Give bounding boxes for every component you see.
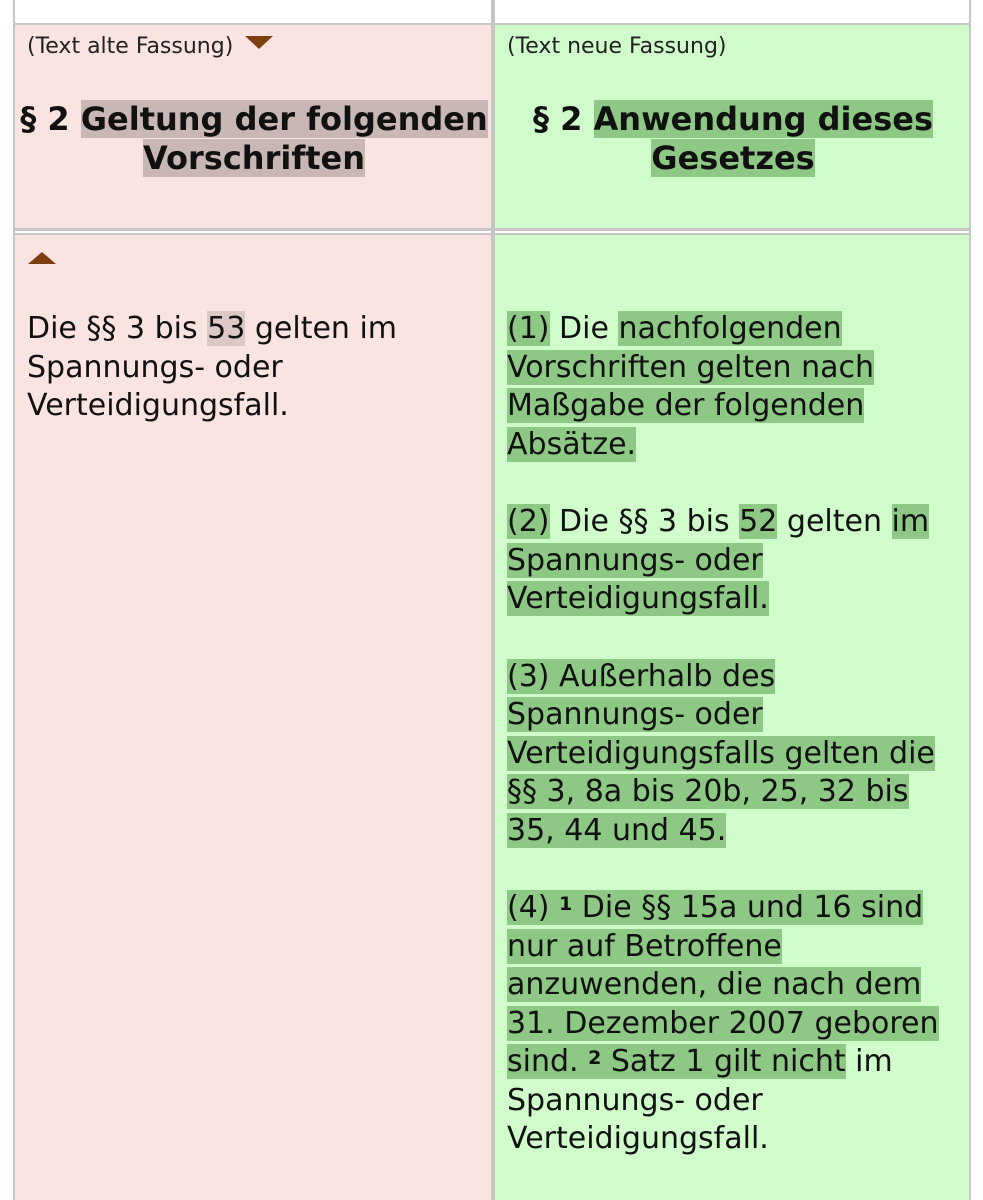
- new-text-segment: Die: [549, 311, 619, 346]
- old-heading-title-line2: Vorschriften: [142, 139, 366, 177]
- new-text-changed: Vorschriften gelten nach: [507, 349, 875, 385]
- paragraph-1: [507, 310, 939, 464]
- paragraph-3: [507, 658, 939, 851]
- new-text-changed: Absätze.: [507, 426, 637, 462]
- old-text-segment: Die §§ 3 bis: [27, 311, 208, 346]
- old-version-caption-label: (Text alte Fassung): [27, 34, 234, 59]
- new-text-changed: §§ 3, 8a bis 20b, 25, 32 bis: [507, 774, 909, 809]
- new-text-segment: Die §§ 3 bis: [549, 504, 740, 539]
- old-version-caption: [27, 33, 273, 61]
- old-body-text: [27, 310, 397, 426]
- new-section-heading: [494, 100, 972, 178]
- new-text-changed: im: [891, 504, 930, 539]
- new-text-changed: (1): [507, 311, 550, 346]
- new-text-changed: Verteidigungsfall.: [507, 581, 769, 616]
- new-text-changed: [507, 890, 923, 925]
- old-text-changed: 53: [207, 311, 246, 346]
- new-body-text: [507, 310, 939, 1198]
- sentence-number: 2: [588, 1047, 602, 1069]
- old-section-heading: [15, 100, 493, 178]
- new-text-changed: Spannungs- oder: [507, 542, 763, 578]
- new-version-caption: [507, 33, 727, 61]
- old-text-segment: gelten im: [245, 311, 398, 346]
- new-text-changed: Spannungs- oder: [507, 697, 763, 732]
- new-text-changed: anzuwenden, die nach dem: [507, 967, 922, 1002]
- new-text-changed: 52: [739, 504, 778, 539]
- old-text-segment: Spannungs- oder: [27, 349, 283, 385]
- new-text-changed: nachfolgenden: [618, 311, 842, 346]
- new-version-caption-label: (Text neue Fassung): [507, 34, 727, 59]
- new-text-changed: (2): [507, 504, 550, 539]
- expand-triangle-icon[interactable]: [28, 252, 56, 264]
- new-text-segment: sind.: [507, 1044, 589, 1079]
- old-text-segment: Verteidigungsfall.: [27, 388, 289, 423]
- table-divider: [13, 0, 15, 1200]
- paragraph-4: [507, 889, 939, 1159]
- new-heading-title-line2: Gesetzes: [651, 139, 815, 177]
- paragraph-2: [507, 503, 939, 619]
- table-divider: [493, 0, 495, 1200]
- new-text-segment: Spannungs- oder: [507, 1082, 763, 1118]
- new-text-changed: (3) Außerhalb des: [507, 658, 776, 694]
- collapse-triangle-icon[interactable]: [245, 36, 273, 49]
- new-text-changed: 35, 44 und 45.: [507, 812, 727, 848]
- new-text-changed: Verteidigungsfalls gelten die: [507, 735, 935, 771]
- new-heading-number: § 2: [532, 100, 583, 138]
- new-text-changed: Maßgabe der folgenden: [507, 388, 865, 423]
- new-text-segment: gelten: [777, 504, 892, 539]
- new-heading-title-line1: Anwendung dieses: [593, 100, 934, 138]
- new-text-changed: nur auf Betroffene: [507, 928, 782, 964]
- new-text-segment: Verteidigungsfall.: [507, 1121, 769, 1156]
- table-divider: [969, 0, 971, 1200]
- new-text-segment: Die §§ 15a und 16 sind: [572, 890, 924, 925]
- new-text-segment: Satz 1 gilt nicht: [601, 1044, 846, 1079]
- new-text-changed: 31. Dezember 2007 geboren: [507, 1005, 939, 1041]
- new-text-changed: [507, 1044, 846, 1079]
- old-heading-number: § 2: [20, 100, 70, 138]
- old-heading-title-line1: Geltung der folgenden: [80, 100, 488, 138]
- sentence-number: 1: [559, 893, 573, 915]
- new-text-segment: (4): [507, 890, 560, 925]
- new-text-segment: im: [845, 1044, 893, 1079]
